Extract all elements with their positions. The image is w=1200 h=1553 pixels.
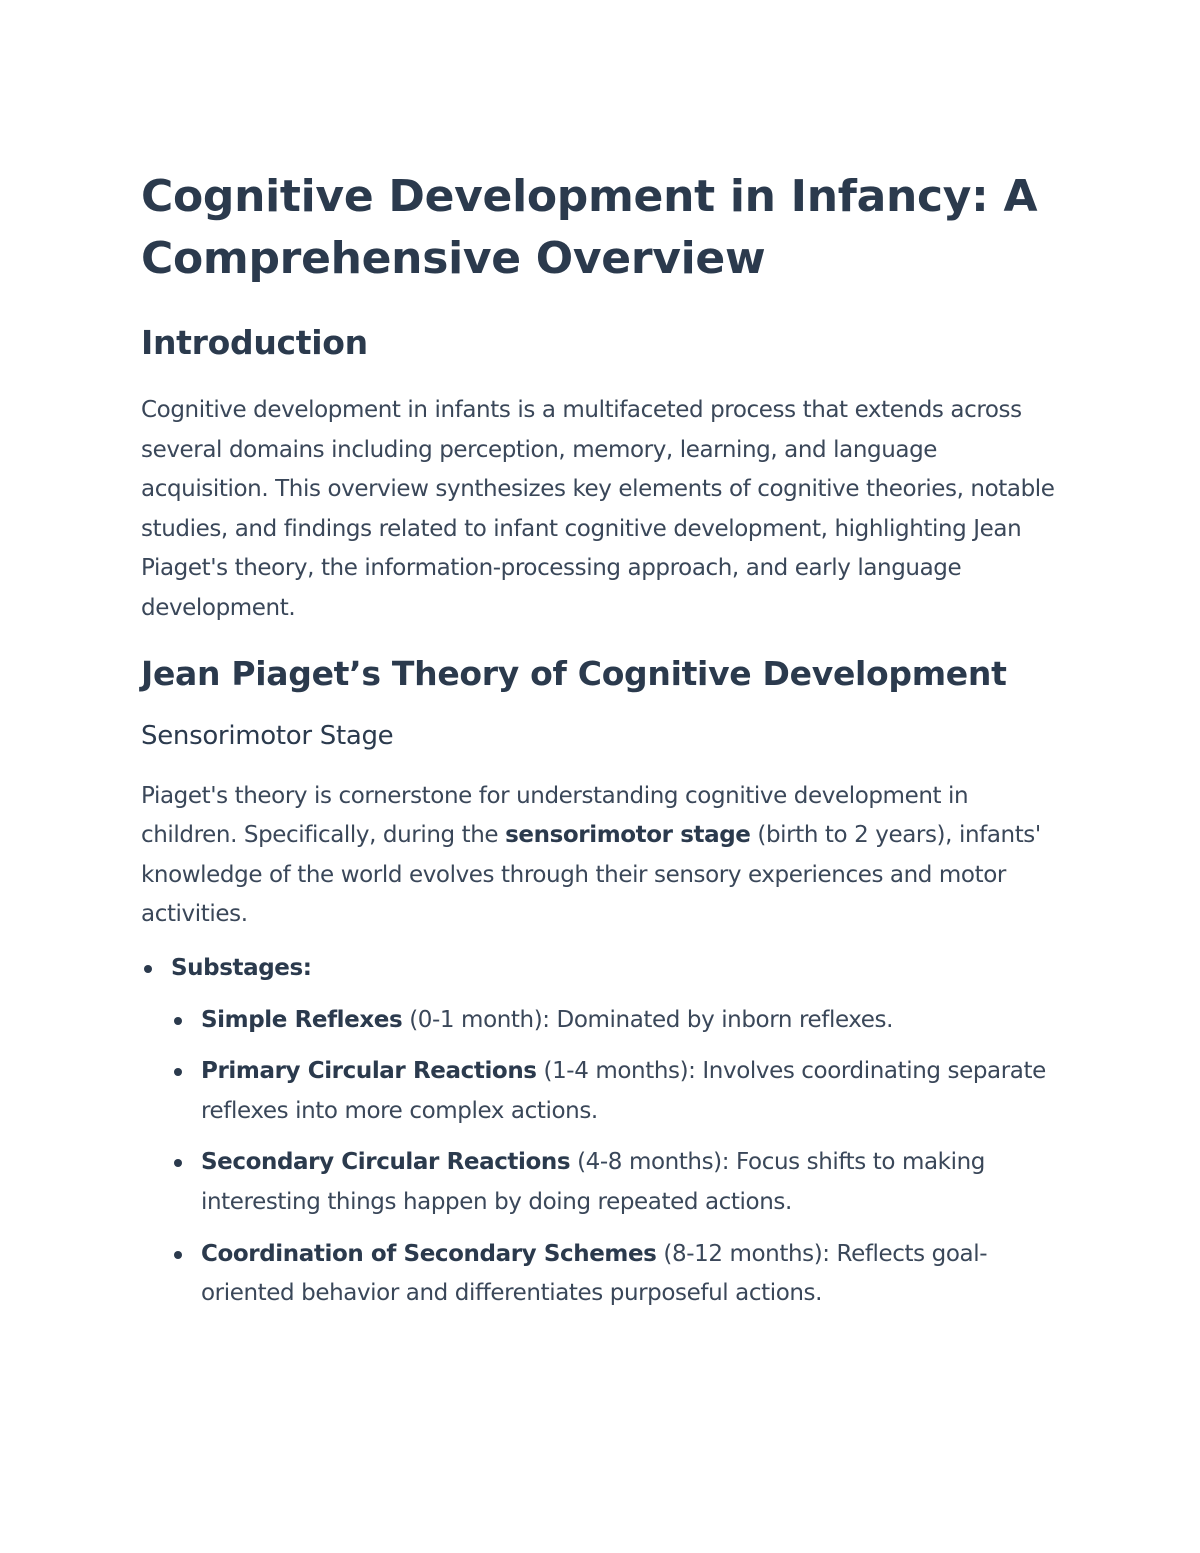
sensorimotor-paragraph	[141, 777, 1066, 935]
bullet-icon	[174, 1159, 182, 1167]
paragraph-bold-term: sensorimotor stage	[505, 822, 751, 849]
document-title: Cognitive Development in Infancy: A Comprehensive Overview	[141, 171, 1038, 284]
list-item	[171, 1052, 1066, 1131]
substage-description: (0-1 month): Dominated by inborn reflexes.	[402, 1006, 894, 1033]
list-item	[171, 1235, 1066, 1314]
paragraph-text-end: (birth to 2 years), infants' knowledge of the world evolves through their sensory experiences and motor activities.	[141, 822, 1041, 928]
substage-name: Coordination of Secondary Schemes	[201, 1240, 657, 1267]
substage-name: Primary Circular Reactions	[201, 1058, 537, 1085]
bullet-icon	[144, 965, 152, 973]
substage-sublist	[171, 1001, 1066, 1314]
piaget-theory-heading: Jean Piaget’s Theory of Cognitive Development	[141, 653, 1007, 693]
substage-name: Secondary Circular Reactions	[201, 1149, 571, 1176]
substage-description: (1-4 months): Involves coordinating separate reflexes into more complex actions.	[201, 1058, 1046, 1124]
substage-description: (8-12 months): Reflects goal-oriented behavior and differentiates purposeful actions.	[201, 1240, 988, 1307]
list-item	[171, 1143, 1066, 1222]
substage-name: Simple Reflexes	[201, 1006, 403, 1033]
sensorimotor-stage-heading: Sensorimotor Stage	[141, 720, 394, 751]
list-item	[141, 949, 1066, 1314]
introduction-paragraph: Cognitive development in infants is a multifaceted process that extends across several domains including perception, memory, learning, and language acquisition. This overview synthesizes key elements of cognitive theories, notable studies, and findings related to infant cognitive development, highlighting Jean Piaget's theory, the information-processing approach, and early language development.	[141, 397, 1055, 621]
bullet-icon	[174, 1251, 182, 1259]
substage-description: (4-8 months): Focus shifts to making interesting things happen by doing repeated actions.	[201, 1149, 985, 1215]
list-item	[171, 1001, 1066, 1041]
substages-list	[141, 949, 1066, 1314]
document-page	[141, 166, 1066, 1326]
substages-label: Substages:	[171, 954, 312, 981]
bullet-icon	[174, 1017, 182, 1025]
introduction-heading: Introduction	[141, 323, 368, 362]
paragraph-text-start: Piaget's theory is cornerstone for understanding cognitive development in children. Specifically, during the	[141, 782, 969, 849]
bullet-icon	[174, 1068, 182, 1076]
